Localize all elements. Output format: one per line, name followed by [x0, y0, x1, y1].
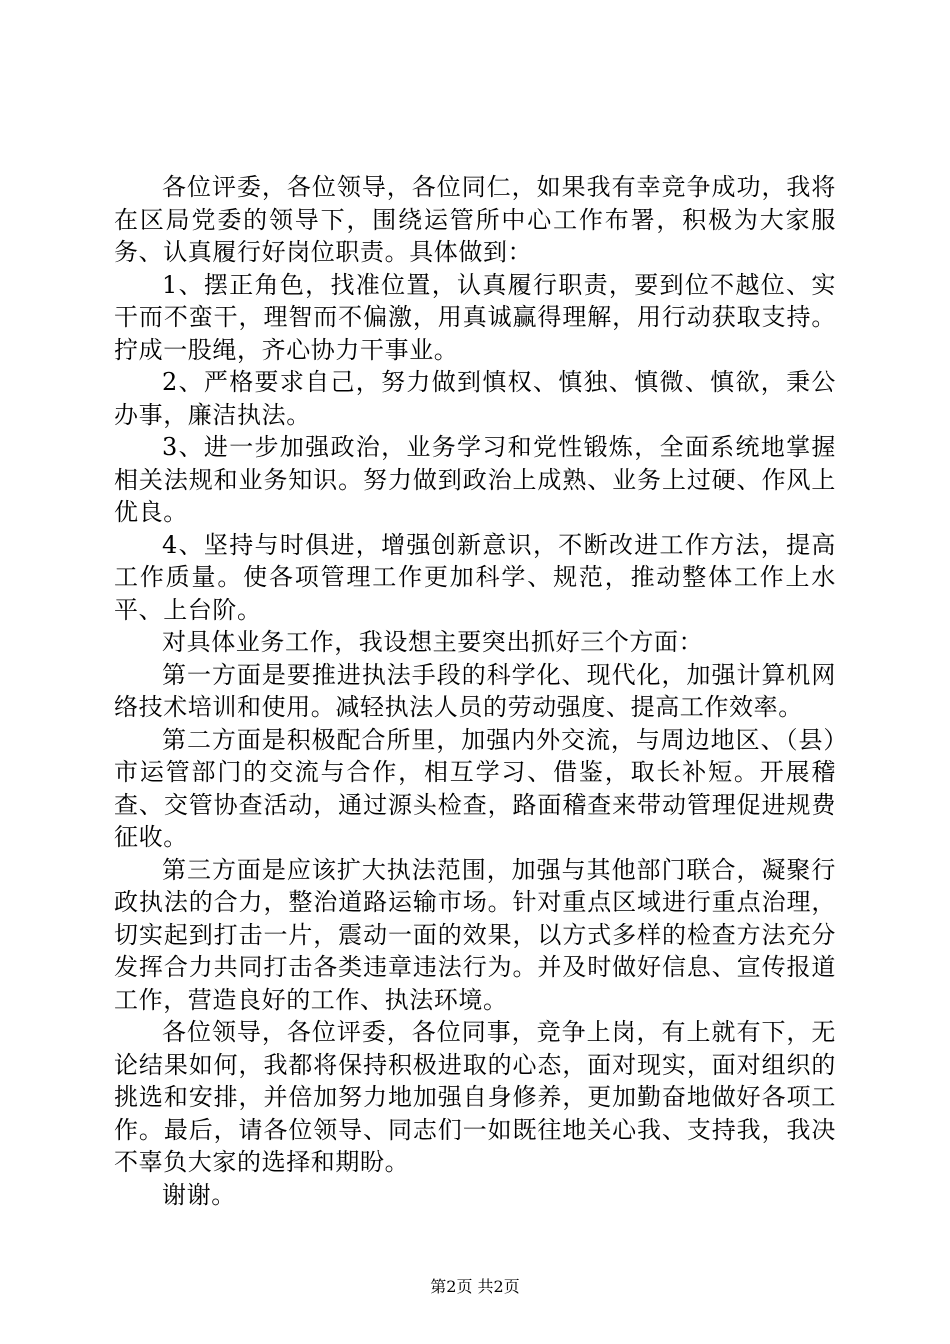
paragraph-aspect-1: 第一方面是要推进执法手段的科学化、现代化，加强计算机网络技术培训和使用。减轻执法人员的劳动强度、提高工作效率。: [114, 660, 836, 721]
paragraph-aspect-3: 第三方面是应该扩大执法范围，加强与其他部门联合，凝聚行政执法的合力，整治道路运输市场。针对重点区域进行重点治理，切实起到打击一片，震动一面的效果，以方式多样的检查方法充分发挥合力共同打击各类违章违法行为。并及时做好信息、宣传报道工作，营造良好的工作、执法环境。: [114, 855, 836, 1014]
paragraph-point-1: 1、摆正角色，找准位置，认真履行职责，要到位不越位、实干而不蛮干，理智而不偏激，用真诚赢得理解，用行动获取支持。拧成一股绳，齐心协力干事业。: [114, 270, 836, 364]
page-number-footer: 第2页 共2页: [430, 1277, 520, 1296]
paragraph-point-3: 3、进一步加强政治，业务学习和党性锻炼，全面系统地掌握相关法规和业务知识。努力做到政治上成熟、业务上过硬、作风上优良。: [114, 433, 836, 526]
paragraph-closing: 各位领导，各位评委，各位同事，竞争上岗，有上就有下，无论结果如何，我都将保持积极进取的心态，面对现实，面对组织的挑选和安排，并倍加努力地加强自身修养，更加勤奋地做好各项工作。最后，请各位领导、同志们一如既往地关心我、支持我，我决不辜负大家的选择和期盼。: [114, 1018, 836, 1176]
paragraph-work-plan-intro: 对具体业务工作，我设想主要突出抓好三个方面：: [162, 628, 704, 656]
paragraph-point-4: 4、坚持与时俱进，增强创新意识，不断改进工作方法，提高工作质量。使各项管理工作更加科学、规范，推动整体工作上水平、上台阶。: [114, 530, 836, 624]
paragraph-aspect-2: 第二方面是积极配合所里，加强内外交流，与周边地区、（县）市运管部门的交流与合作，相互学习、借鉴，取长补短。开展稽查、交管协查活动，通过源头检查，路面稽查来带动管理促进规费征收。: [114, 725, 836, 851]
paragraph-intro: 各位评委，各位领导，各位同仁，如果我有幸竞争成功，我将在区局党委的领导下，围绕运管所中心工作布署，积极为大家服务、认真履行好岗位职责。具体做到：: [114, 173, 836, 266]
paragraph-point-2: 2、严格要求自己，努力做到慎权、慎独、慎微、慎欲，秉公办事，廉洁执法。: [114, 368, 836, 429]
paragraph-thanks: 谢谢。: [162, 1180, 236, 1209]
document-body: [114, 171, 836, 1211]
